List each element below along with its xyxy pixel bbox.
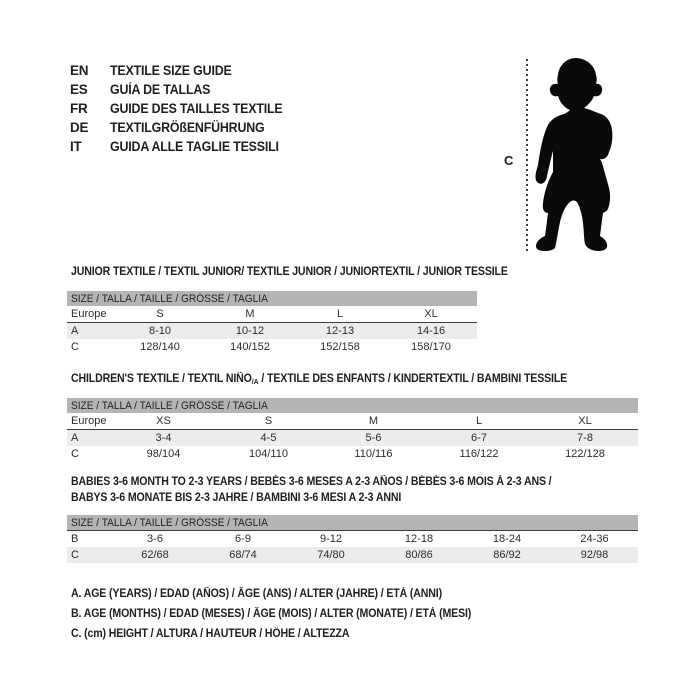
region-label: Europe <box>67 413 111 430</box>
baby-silhouette-icon <box>531 55 624 257</box>
junior-heading-text: JUNIOR TEXTILE / TEXTIL JUNIOR/ TEXTILE JUNIOR / JUNIORTEXTIL / JUNIOR TESSILE <box>71 266 508 278</box>
table-cell: 128/140 <box>140 341 180 353</box>
table-row-height <box>67 339 477 355</box>
table-cell: 5-6 <box>321 430 426 447</box>
legend-note-a <box>71 584 506 604</box>
size-column: S <box>216 413 321 430</box>
table-row-age <box>67 430 638 447</box>
table-cell: 14-16 <box>385 323 477 340</box>
size-bar-text: SIZE / TALLA / TAILLE / GRÖSSE / TAGLIA <box>71 399 268 412</box>
size-column: M <box>321 413 426 430</box>
size-column: XL <box>385 306 477 323</box>
table-cell: 152/158 <box>320 341 360 353</box>
language-list <box>70 61 298 156</box>
legend-note-c-text: C. (cm) HEIGHT / ALTURA / HAUTEUR / HÖHE / ALTEZZA <box>71 628 350 640</box>
table-cell: 3-6 <box>147 533 163 545</box>
language-code: IT <box>70 139 82 154</box>
region-label: Europe <box>67 306 115 323</box>
table-cell: 3-4 <box>111 430 216 447</box>
row-label: B <box>71 533 79 545</box>
table-cell: 18-24 <box>492 533 522 545</box>
row-label: C <box>67 547 111 563</box>
size-bar-text: SIZE / TALLA / TAILLE / GRÖSSE / TAGLIA <box>71 516 268 529</box>
column-header-row <box>67 413 638 430</box>
table-cell: 12-18 <box>404 533 434 545</box>
table-row-height <box>67 547 638 563</box>
table-cell: 6-9 <box>235 533 251 545</box>
children-heading-post: / TEXTILE DES ENFANTS / KINDERTEXTIL / BAMBINI TESSILE <box>258 373 568 385</box>
babies-heading-line2: BABYS 3-6 MONATE BIS 2-3 JAHRE / BAMBINI 3-6 MESI A 2-3 ANNI <box>71 492 402 504</box>
junior-size-table <box>67 291 477 355</box>
row-label: C <box>71 448 79 460</box>
size-bar-row <box>67 515 638 531</box>
language-row-fr <box>70 99 298 118</box>
table-cell: 92/98 <box>551 547 638 563</box>
junior-section-heading <box>71 264 546 280</box>
children-section-heading <box>71 371 610 390</box>
table-row-height <box>67 446 638 462</box>
legend-note-c <box>71 624 506 644</box>
children-size-table <box>67 398 638 462</box>
language-code: DE <box>70 120 89 135</box>
language-label: GUÍA DE TALLAS <box>110 82 211 97</box>
children-heading-pre: CHILDREN'S TEXTILE / TEXTIL NIÑO <box>71 373 252 385</box>
row-label: C <box>71 341 79 353</box>
size-column: L <box>295 306 385 323</box>
size-column: M <box>205 306 295 323</box>
table-cell: 8-10 <box>115 323 205 340</box>
language-code: EN <box>70 63 89 78</box>
size-bar <box>67 515 638 531</box>
language-row-de <box>70 118 298 137</box>
legend-notes <box>71 584 506 644</box>
table-row-age <box>67 323 477 340</box>
table-cell: 9-12 <box>319 533 343 545</box>
language-row-es <box>70 80 298 99</box>
size-bar <box>67 291 477 306</box>
height-measure-label: C <box>504 153 514 168</box>
table-cell: 62/68 <box>111 547 199 563</box>
children-heading-sub: /A <box>251 377 259 386</box>
table-cell: 104/110 <box>249 448 288 460</box>
table-cell: 80/86 <box>375 547 463 563</box>
legend-note-b-text: B. AGE (MONTHS) / EDAD (MESES) / ÂGE (MOIS) / ALTER (MONATE) / ETÀ (MESI) <box>71 608 472 620</box>
table-cell: 10-12 <box>205 323 295 340</box>
children-heading-text <box>71 371 567 390</box>
babies-size-table <box>67 515 638 563</box>
language-label: GUIDA ALLE TAGLIE TESSILI <box>110 139 279 154</box>
table-cell: 6-7 <box>426 430 532 447</box>
babies-heading-line1: BABIES 3-6 MONTH TO 2-3 YEARS / BEBÉS 3-6 MESES A 2-3 AÑOS / BÉBÉS 3-6 MOIS À 2-3 ANS / <box>71 476 552 488</box>
size-bar-text: SIZE / TALLA / TAILLE / GRÖSSE / TAGLIA <box>71 292 268 305</box>
language-label: GUIDE DES TAILLES TEXTILE <box>110 101 283 116</box>
table-cell: 74/80 <box>287 547 375 563</box>
table-cell: 158/170 <box>411 341 451 353</box>
table-cell: 140/152 <box>230 341 270 353</box>
table-cell: 24-36 <box>580 533 609 545</box>
language-label: TEXTILE SIZE GUIDE <box>110 63 232 78</box>
table-cell: 12-13 <box>295 323 385 340</box>
table-cell: 98/104 <box>146 448 181 460</box>
table-cell: 110/116 <box>354 448 393 460</box>
language-row-en <box>70 61 298 80</box>
language-label: TEXTILGRÖßENFÜHRUNG <box>110 120 265 135</box>
table-cell: 116/122 <box>459 448 499 460</box>
table-cell: 122/128 <box>565 448 605 460</box>
size-column: S <box>115 306 205 323</box>
size-bar-row <box>67 398 638 413</box>
size-column: L <box>426 413 532 430</box>
language-code: FR <box>70 101 88 116</box>
table-cell: 4-5 <box>216 430 321 447</box>
table-row-age-months <box>67 531 638 548</box>
row-label: A <box>67 430 111 447</box>
table-cell: 86/92 <box>463 547 551 563</box>
size-bar <box>67 398 638 413</box>
size-bar-row <box>67 291 477 306</box>
babies-section-heading <box>71 474 593 506</box>
legend-note-a-text: A. AGE (YEARS) / EDAD (AÑOS) / ÂGE (ANS) / ALTER (JAHRE) / ETÀ (ANNI) <box>71 588 442 600</box>
height-measure-dotted-line <box>526 59 528 254</box>
column-header-row <box>67 306 477 323</box>
row-label: A <box>67 323 115 340</box>
size-column: XL <box>532 413 638 430</box>
table-cell: 68/74 <box>199 547 287 563</box>
legend-note-b <box>71 604 506 624</box>
language-code: ES <box>70 82 88 97</box>
size-column: XS <box>111 413 216 430</box>
table-cell: 7-8 <box>532 430 638 447</box>
language-row-it <box>70 137 298 156</box>
